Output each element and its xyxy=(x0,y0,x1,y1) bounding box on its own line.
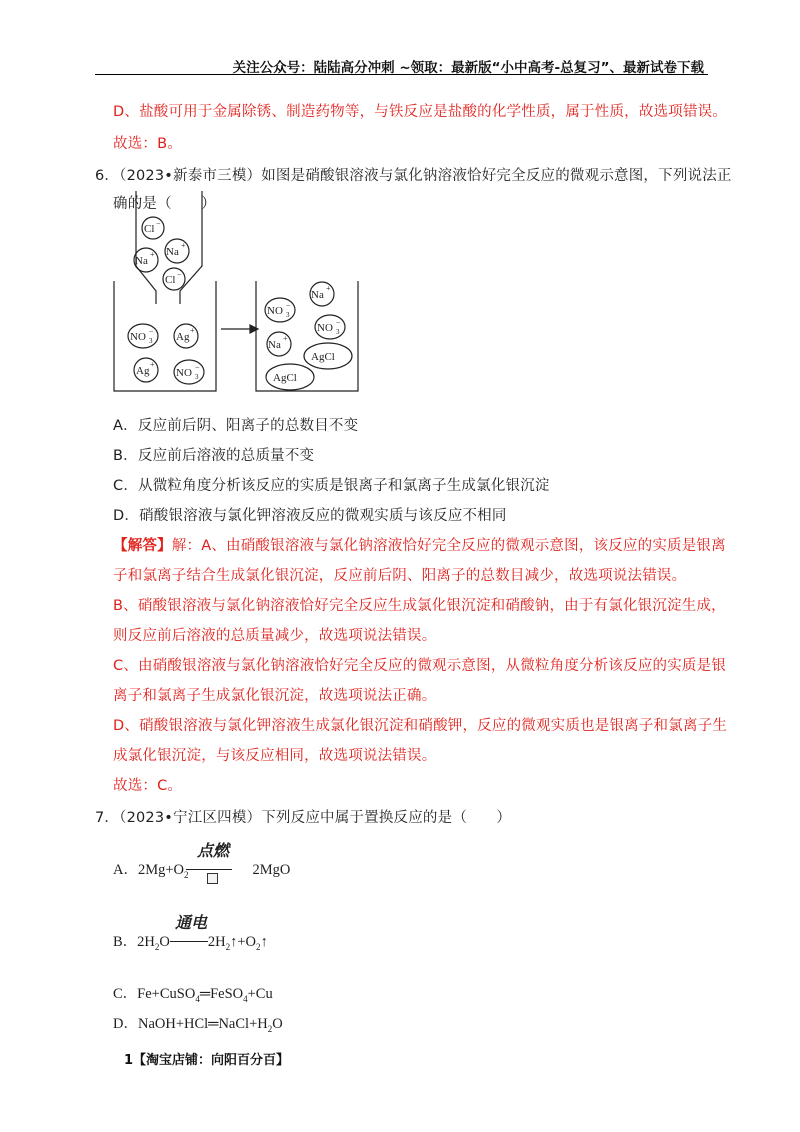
svg-text:AgCl: AgCl xyxy=(273,372,297,384)
option-b-prefix: B． xyxy=(113,934,138,950)
q7-option-c xyxy=(113,982,273,1004)
option-b-reaction-line xyxy=(170,941,208,942)
option-a-reaction-line xyxy=(186,869,232,870)
answer-a1-text: 解：A、由硝酸银溶液与氯化钠溶液恰好完全反应的微观示意图，该反应的实质是银离 xyxy=(171,538,726,554)
ion-no3-4 xyxy=(315,315,345,339)
reaction-micro-diagram xyxy=(108,186,368,396)
right-beaker xyxy=(256,281,358,391)
page-footer: 1【淘宝店铺：向阳百分百】 xyxy=(124,1053,290,1068)
q6-answer-b-line1: B、硝酸银溶液与氯化钠溶液恰好完全反应生成氯化银沉淀和硝酸钠，由于有氯化银沉淀生成， xyxy=(113,598,726,614)
svg-text:3: 3 xyxy=(195,373,199,381)
ion-na-1 xyxy=(165,239,189,263)
ion-na-3 xyxy=(310,282,334,306)
option-b-rhs-sub2: 2 xyxy=(256,941,261,952)
svg-text:3: 3 xyxy=(286,311,290,319)
q7-option-d xyxy=(113,1012,283,1034)
option-a-prefix: A． xyxy=(113,862,138,878)
option-b-lhs-sub: 2 xyxy=(154,941,160,952)
option-c-prefix: C． xyxy=(113,986,138,1002)
option-c-sub1: 4 xyxy=(195,993,200,1004)
svg-text:+: + xyxy=(190,326,195,335)
svg-text:+: + xyxy=(181,241,186,250)
svg-text:−: − xyxy=(336,318,341,327)
option-b-rhs-sub: 2 xyxy=(225,941,231,952)
option-c-text2: ═FeSO xyxy=(199,986,244,1002)
svg-text:+: + xyxy=(150,250,155,259)
svg-text:+: + xyxy=(283,334,288,343)
ion-cl-1 xyxy=(142,217,164,239)
ion-ag-2 xyxy=(134,358,158,382)
ion-no3-1 xyxy=(128,324,158,348)
precipitate-agcl-2 xyxy=(266,364,314,390)
q6-option-c: C．从微粒角度分析该反应的实质是银离子和氯离子生成氯化银沉淀 xyxy=(113,478,550,494)
svg-text:Cl: Cl xyxy=(144,223,155,235)
svg-text:+: + xyxy=(150,360,155,369)
option-b-lhs2: O xyxy=(159,934,170,950)
svg-text:+: + xyxy=(326,284,331,293)
ion-na-4 xyxy=(267,332,291,356)
q6-answer-conclusion: 故选：C。 xyxy=(113,778,183,794)
svg-text:−: − xyxy=(286,301,291,310)
prev-answer-conclusion: 故选：B。 xyxy=(113,136,182,152)
q6-stem-line1: 6．（2023•新泰市三模）如图是硝酸银溶液与氯化钠溶液恰好完全反应的微观示意图，下列说法正 xyxy=(95,168,732,184)
q6-option-b: B．反应前后溶液的总质量不变 xyxy=(113,448,315,464)
option-b-lhs: 2H xyxy=(137,934,155,950)
ion-no3-3 xyxy=(265,298,295,322)
option-a-lhs: 2Mg+O xyxy=(137,862,185,878)
svg-text:−: − xyxy=(156,219,161,228)
option-a-condition: 点燃 xyxy=(197,841,230,860)
svg-text:Ag: Ag xyxy=(176,331,190,343)
svg-text:Ag: Ag xyxy=(136,365,150,377)
ion-na-2 xyxy=(134,248,158,272)
q6-option-d: D．硝酸银溶液与氯化钾溶液反应的微观实质与该反应不相同 xyxy=(113,508,507,524)
svg-text:−: − xyxy=(177,270,182,279)
reaction-arrowhead xyxy=(250,325,258,333)
q6-stem-line2: 确的是（ ） xyxy=(113,196,216,212)
option-c-sub2: 4 xyxy=(243,993,248,1004)
q6-answer-b-line2: 则反应前后溶液的总质量减少，故选项说法错误。 xyxy=(113,628,437,644)
answer-label: 【解答】 xyxy=(113,538,172,554)
svg-text:3: 3 xyxy=(149,337,153,345)
svg-text:−: − xyxy=(149,327,154,336)
option-c-text3: +Cu xyxy=(247,986,273,1002)
precipitate-agcl-1 xyxy=(304,343,352,369)
svg-text:Na: Na xyxy=(268,339,281,351)
svg-text:Na: Na xyxy=(166,246,179,258)
svg-text:NO: NO xyxy=(130,331,146,343)
option-a-rhs: 2MgO xyxy=(252,862,291,878)
svg-text:3: 3 xyxy=(336,328,340,336)
option-d-sub1: 2 xyxy=(267,1023,273,1034)
ion-no3-2 xyxy=(174,360,204,384)
option-d-prefix: D． xyxy=(113,1016,138,1032)
option-d-text2: O xyxy=(272,1016,283,1032)
svg-text:Cl: Cl xyxy=(165,274,176,286)
option-b-rhs3: ↑ xyxy=(260,934,268,950)
option-b-rhs2: ↑+O xyxy=(230,934,257,950)
option-c-text1: Fe+CuSO xyxy=(137,986,196,1002)
svg-text:−: − xyxy=(195,363,200,372)
svg-text:NO: NO xyxy=(267,305,283,317)
q6-answer-d-line2: 成氯化银沉淀，与该反应相同，故选项说法错误。 xyxy=(113,748,437,764)
q6-answer-c-line2: 离子和氯离子生成氯化银沉淀，故选项说法正确。 xyxy=(113,688,437,704)
page-header: 关注公众号：陆陆高分冲刺 ~领取：最新版“小中高考-总复习”、最新试卷下载 xyxy=(232,60,704,76)
ion-ag-1 xyxy=(174,324,198,348)
svg-text:Na: Na xyxy=(311,289,324,301)
option-a-missing-glyph-box xyxy=(207,873,218,884)
option-b-condition: 通电 xyxy=(175,913,208,932)
q6-answer-d-line1: D、硝酸银溶液与氯化钾溶液生成氯化银沉淀和硝酸钾，反应的微观实质也是银离子和氯离子生 xyxy=(113,718,728,734)
option-a-lhs-sub: 2 xyxy=(184,869,189,880)
q6-answer-a-line2: 子和氯离子结合生成氯化银沉淀，反应前后阴、阳离子的总数目减少，故选项说法错误。 xyxy=(113,568,687,584)
option-b-rhs: 2H xyxy=(207,934,226,950)
svg-text:Na: Na xyxy=(135,255,148,267)
svg-text:NO: NO xyxy=(176,367,192,379)
ion-cl-2 xyxy=(163,268,185,290)
header-rule xyxy=(95,74,708,75)
q6-answer-c-line1: C、由硝酸银溶液与氯化钠溶液恰好完全反应的微观示意图，从微粒角度分析该反应的实质是银 xyxy=(113,658,727,674)
q6-option-a: A．反应前后阴、阳离子的总数目不变 xyxy=(113,418,359,434)
q7-stem: 7．（2023•宁江区四模）下列反应中属于置换反应的是（ ） xyxy=(95,810,512,826)
q6-answer-a-line1 xyxy=(113,534,726,555)
svg-text:AgCl: AgCl xyxy=(311,351,335,363)
svg-text:NO: NO xyxy=(317,322,333,334)
prev-answer-option-d: D、盐酸可用于金属除锈、制造药物等，与铁反应是盐酸的化学性质，属于性质，故选项错误。 xyxy=(113,104,728,120)
option-d-text1: NaOH+HCl═NaCl+H xyxy=(137,1016,268,1032)
